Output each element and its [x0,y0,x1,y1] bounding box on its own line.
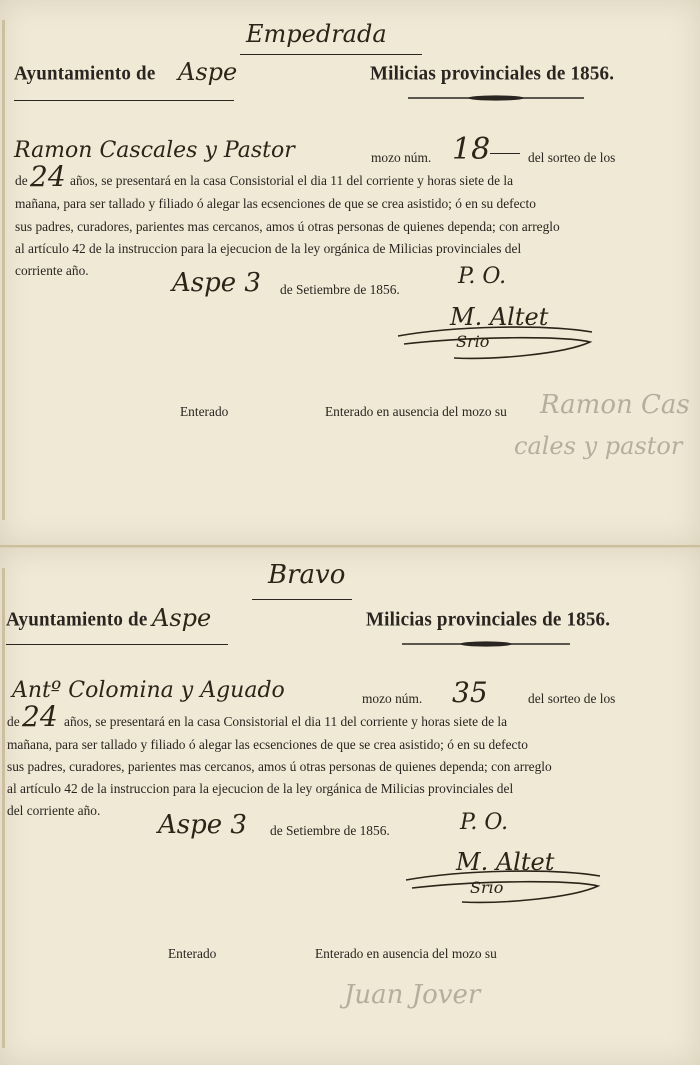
body-line-3: mañana, para ser tallado y filiado ó alegar las ecsenciones de que se crea asistido; ó en su defecto [7,737,528,752]
header-milicias: Milicias provinciales de 1856. [370,62,615,85]
body-line-6: corriente año. [15,263,89,278]
enterado-ausencia-label: Enterado en ausencia del mozo su [315,946,497,961]
header-ayuntamiento: Ayuntamiento de [14,62,156,85]
binding-edge [2,568,5,1048]
age-handwritten: 24 [30,160,66,193]
mozo-label: mozo núm. [371,150,432,165]
header-left-rule [14,100,234,101]
mozo-number-handwritten: 18 [452,132,491,167]
body-line-2: años, se presentará en la casa Consistorial el dia 11 del corriente y horas siete de la [64,714,508,729]
recruit-name-handwritten: Ramon Cascales y Pastor [14,138,295,163]
body-line-1-end: del sorteo de los [528,691,616,706]
date-place-handwritten: Aspe 3 [158,810,247,840]
body-line-1-end: del sorteo de los [528,150,616,165]
header-ornament [408,95,584,101]
town-handwritten: Aspe [178,58,238,86]
body-line-2: años, se presentará en la casa Consistorial el dia 11 del corriente y horas siete de la [70,173,514,188]
notice-sheet-2 [0,548,700,1065]
age-prefix: de [7,714,20,729]
body-line-3: mañana, para ser tallado y filiado ó alegar las ecsenciones de que se crea asistido; ó en su defecto [15,196,536,211]
annotation-underline [252,599,352,600]
header-ornament [402,641,570,647]
age-handwritten: 24 [22,700,58,733]
body-line-4: sus padres, curadores, parientes mas cercanos, amos ú otras personas de quienes dependa; con arreglo [15,219,560,234]
annotation-underline [240,54,422,55]
po-handwritten: P. O. [460,810,509,835]
mozo-number-dash [490,153,520,154]
header-milicias: Milicias provinciales de 1856. [366,608,611,631]
guardian-signature-line-1: Ramon Cas [540,390,690,420]
po-handwritten: P. O. [458,264,507,289]
mozo-number-handwritten: 35 [452,676,488,709]
guardian-signature-line-1: Juan Jover [344,980,481,1010]
body-line-6: del corriente año. [7,803,101,818]
age-prefix: de [15,173,28,188]
annotation-handwritten: Empedrada [246,20,387,48]
header-ayuntamiento: Ayuntamiento de [6,608,148,631]
annotation-handwritten: Bravo [268,560,346,590]
signature-sub-handwritten: Srio [456,332,490,351]
body-line-4: sus padres, curadores, parientes mas cercanos, amos ú otras personas de quienes dependa; con arreglo [7,759,552,774]
signature-handwritten: M. Altet [450,303,549,331]
body-line-5: al artículo 42 de la instruccion para la ejecucion de la ley orgánica de Milicias provinciales del [15,241,522,256]
town-handwritten: Aspe [152,604,212,632]
guardian-signature-line-2: cales y pastor [514,432,683,460]
signature-handwritten: M. Altet [456,848,555,876]
date-place-handwritten: Aspe 3 [172,268,261,298]
signature-flourish [394,322,594,372]
binding-edge [2,20,5,520]
header-left-rule [6,644,228,645]
enterado-label: Enterado [168,946,217,961]
enterado-ausencia-label: Enterado en ausencia del mozo su [325,404,507,419]
date-text: de Setiembre de 1856. [280,282,400,297]
enterado-label: Enterado [180,404,229,419]
recruit-name-handwritten: Antº Colomina y Aguado [12,678,285,703]
date-text: de Setiembre de 1856. [270,823,390,838]
signature-sub-handwritten: Srio [470,878,504,897]
body-line-5: al artículo 42 de la instruccion para la ejecucion de la ley orgánica de Milicias provinciales del [7,781,514,796]
mozo-label: mozo núm. [362,691,423,706]
